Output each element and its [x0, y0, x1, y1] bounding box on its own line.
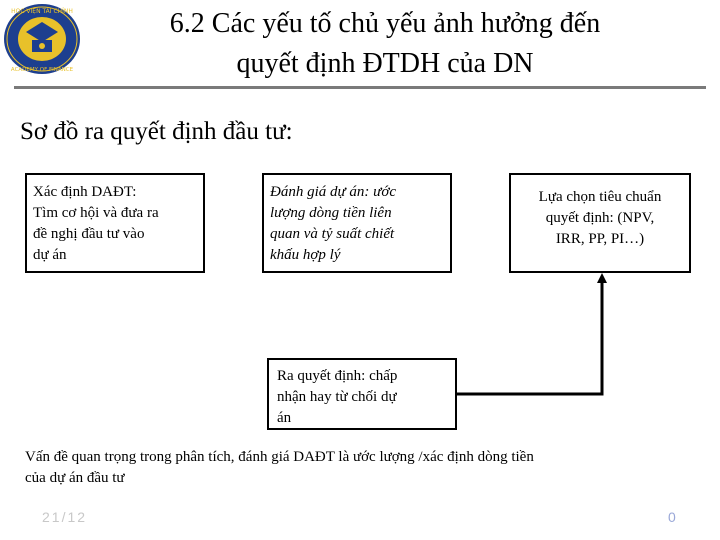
- flow-box-text: Xác định DAĐT:: [33, 184, 137, 200]
- flow-box-text: Đánh giá dự án: ước: [270, 184, 397, 200]
- flow-box-text: IRR, PP, PI…): [555, 231, 645, 247]
- flow-box-identify-project: [25, 173, 205, 273]
- flow-box-text: quan và tỷ suất chiết: [270, 226, 395, 242]
- flow-box-text: Ra quyết định: chấp: [277, 368, 398, 384]
- flow-box-text: Tìm cơ hội và đưa ra: [33, 205, 159, 221]
- flow-box-select-criteria: [509, 173, 691, 273]
- title-divider: [14, 86, 706, 89]
- key-note-line: của dự án đầu tư: [25, 470, 125, 486]
- flow-box-text: Lựa chọn tiêu chuẩn: [538, 189, 662, 205]
- connector-arrow: [457, 278, 602, 394]
- flow-box-evaluate-project: [262, 173, 452, 273]
- slide-title-line: quyết định ĐTDH của DN: [236, 48, 534, 79]
- flow-box-text: án: [277, 410, 292, 426]
- footer-page-number: 0: [668, 509, 676, 525]
- slide-title: [95, 4, 675, 84]
- key-note: [25, 447, 695, 489]
- flow-box-text: quyết định: (NPV,: [545, 210, 655, 226]
- footer-date: 21/12: [42, 509, 88, 525]
- flow-box-text: nhận hay từ chối dự: [277, 389, 397, 405]
- slide-title-line: 6.2 Các yếu tố chủ yếu ảnh hưởng đến: [169, 8, 601, 39]
- key-note-line: Vấn đề quan trọng trong phân tích, đánh giá DAĐT là ước lượng /xác định dòng tiền: [25, 449, 534, 465]
- slide-subtitle: Sơ đồ ra quyết định đầu tư:: [20, 118, 293, 145]
- logo-text-top: HỌC VIỆN TÀI CHÍNH: [11, 8, 73, 15]
- logo-text-bottom: ACADEMY OF FINANCE: [10, 67, 74, 73]
- academy-seal-icon: [2, 2, 82, 76]
- flow-box-text: khấu hợp lý: [270, 247, 341, 263]
- flow-box-text: lượng dòng tiền liên: [270, 205, 392, 221]
- flow-box-make-decision: [267, 358, 457, 430]
- flow-box-text: dự án: [33, 247, 67, 263]
- flow-box-text: đề nghị đầu tư vào: [33, 226, 145, 242]
